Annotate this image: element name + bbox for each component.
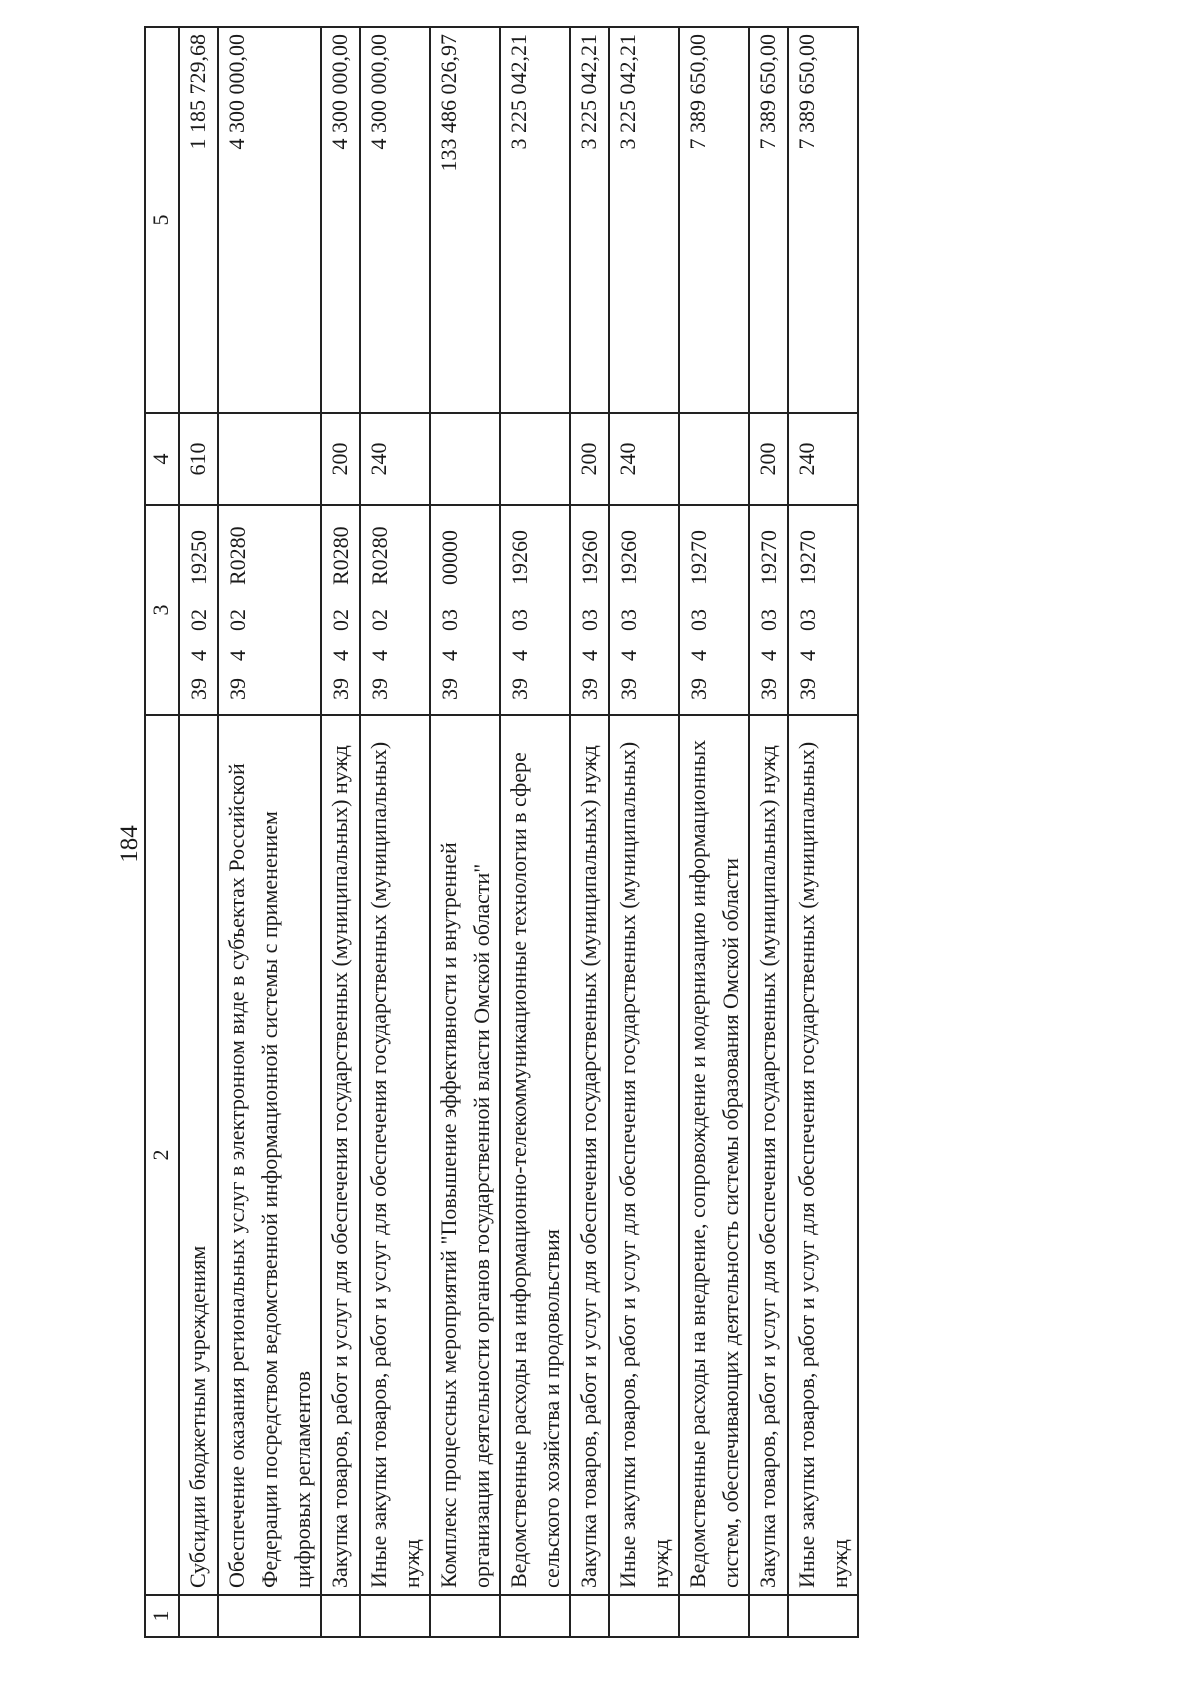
row-kvr: 240	[360, 413, 430, 505]
row-code-part-2	[218, 645, 321, 675]
row-code-part-3	[321, 599, 360, 645]
code-segment: 03	[616, 609, 641, 631]
row-code-part-2	[321, 645, 360, 675]
code-segment: 19270	[686, 530, 711, 585]
row-code-part-3	[500, 599, 570, 645]
code-segment: 39	[328, 678, 353, 700]
row-index-cell	[179, 1595, 218, 1637]
row-code-part-4	[570, 505, 609, 599]
table-row	[360, 27, 430, 1637]
row-code-part-3	[430, 599, 500, 645]
code-segment: 02	[186, 609, 211, 631]
row-code-part-2	[179, 645, 218, 675]
code-segment: 39	[795, 678, 820, 700]
code-segment: 4	[577, 650, 602, 661]
row-amount: 3 225 042,21	[500, 27, 570, 413]
row-name: Иные закупки товаров, работ и услуг для обеспечения государственных (муниципальных) нужд	[788, 715, 858, 1595]
row-kvr: 200	[570, 413, 609, 505]
code-segment: 39	[367, 678, 392, 700]
row-amount: 4 300 000,00	[218, 27, 321, 413]
code-segment: 02	[328, 609, 353, 631]
row-code-part-1	[218, 675, 321, 715]
code-segment: 19260	[507, 530, 532, 585]
code-segment: 4	[328, 650, 353, 661]
code-segment: 39	[437, 678, 462, 700]
table-row	[570, 27, 609, 1637]
row-index-cell	[788, 1595, 858, 1637]
table-row	[749, 27, 788, 1637]
code-segment: 39	[577, 678, 602, 700]
row-code-part-1	[321, 675, 360, 715]
row-name: Ведомственные расходы на информационно-телекоммуникационные технологии в сфере сельского хозяйства и продовольствия	[500, 715, 570, 1595]
table-row	[321, 27, 360, 1637]
code-segment: 39	[686, 678, 711, 700]
header-col-5: 5	[145, 27, 179, 413]
row-code-part-3	[609, 599, 679, 645]
row-kvr	[430, 413, 500, 505]
row-name: Обеспечение оказания региональных услуг в электронном виде в субъектах Российской Федерации посредством ведомственной информационной системы с применением цифровых регламентов	[218, 715, 321, 1595]
code-segment: 19260	[616, 530, 641, 585]
row-index-cell	[570, 1595, 609, 1637]
header-col-4: 4	[145, 413, 179, 505]
row-code-part-1	[500, 675, 570, 715]
code-segment: 00000	[437, 530, 462, 585]
code-segment: R0280	[225, 526, 250, 585]
row-code-part-3	[788, 599, 858, 645]
table-row	[609, 27, 679, 1637]
code-segment: 03	[437, 609, 462, 631]
code-segment: 4	[795, 650, 820, 661]
code-segment: R0280	[328, 526, 353, 585]
row-amount: 3 225 042,21	[609, 27, 679, 413]
row-amount: 3 225 042,21	[570, 27, 609, 413]
row-name: Закупка товаров, работ и услуг для обеспечения государственных (муниципальных) нужд	[570, 715, 609, 1595]
code-segment: 03	[507, 609, 532, 631]
code-segment: 4	[367, 650, 392, 661]
row-code-part-4	[679, 505, 749, 599]
row-code-part-1	[679, 675, 749, 715]
code-segment: 4	[437, 650, 462, 661]
row-code-part-2	[749, 645, 788, 675]
row-name: Закупка товаров, работ и услуг для обеспечения государственных (муниципальных) нужд	[321, 715, 360, 1595]
row-code-part-1	[360, 675, 430, 715]
row-name: Комплекс процессных мероприятий "Повышение эффективности и внутренней организации деятельности органов государственной власти Омской области"	[430, 715, 500, 1595]
row-name: Субсидии бюджетным учреждениям	[179, 715, 218, 1595]
row-code-part-4	[179, 505, 218, 599]
table-row	[500, 27, 570, 1637]
row-code-part-2	[679, 645, 749, 675]
header-col-3: 3	[145, 505, 179, 715]
row-code-part-1	[570, 675, 609, 715]
row-kvr: 240	[788, 413, 858, 505]
row-amount: 4 300 000,00	[321, 27, 360, 413]
row-kvr: 200	[749, 413, 788, 505]
row-code-part-3	[179, 599, 218, 645]
code-segment: 4	[756, 650, 781, 661]
row-code-part-2	[788, 645, 858, 675]
code-segment: 19260	[577, 530, 602, 585]
code-segment: 4	[616, 650, 641, 661]
header-col-1: 1	[145, 1595, 179, 1637]
row-kvr: 200	[321, 413, 360, 505]
page-number: 184	[116, 825, 143, 863]
row-index-cell	[609, 1595, 679, 1637]
row-amount: 7 389 650,00	[679, 27, 749, 413]
budget-table	[144, 26, 859, 1638]
row-code-part-4	[321, 505, 360, 599]
row-kvr	[679, 413, 749, 505]
row-name: Иные закупки товаров, работ и услуг для обеспечения государственных (муниципальных) нужд	[609, 715, 679, 1595]
row-code-part-1	[179, 675, 218, 715]
row-code-part-3	[749, 599, 788, 645]
row-code-part-3	[570, 599, 609, 645]
code-segment: 03	[795, 609, 820, 631]
code-segment: 02	[225, 609, 250, 631]
row-amount: 1 185 729,68	[179, 27, 218, 413]
row-index-cell	[360, 1595, 430, 1637]
code-segment: 19250	[186, 530, 211, 585]
code-segment: 03	[686, 609, 711, 631]
row-code-part-3	[679, 599, 749, 645]
table-row	[679, 27, 749, 1637]
code-segment: 39	[616, 678, 641, 700]
row-index-cell	[430, 1595, 500, 1637]
row-code-part-2	[570, 645, 609, 675]
row-kvr: 240	[609, 413, 679, 505]
row-index-cell	[500, 1595, 570, 1637]
row-index-cell	[218, 1595, 321, 1637]
row-code-part-1	[430, 675, 500, 715]
code-segment: 4	[686, 650, 711, 661]
table-row	[218, 27, 321, 1637]
row-name: Иные закупки товаров, работ и услуг для обеспечения государственных (муниципальных) нужд	[360, 715, 430, 1595]
row-kvr	[218, 413, 321, 505]
row-index-cell	[321, 1595, 360, 1637]
code-segment: 39	[756, 678, 781, 700]
code-segment: 4	[186, 650, 211, 661]
row-code-part-1	[609, 675, 679, 715]
code-segment: 4	[225, 650, 250, 661]
row-code-part-1	[788, 675, 858, 715]
rotated-sheet	[144, 28, 1082, 1638]
code-segment: 4	[507, 650, 532, 661]
row-code-part-4	[500, 505, 570, 599]
row-name: Ведомственные расходы на внедрение, сопровождение и модернизацию информационных систем, обеспечивающих деятельность системы образования Омской области	[679, 715, 749, 1595]
code-segment: 39	[225, 678, 250, 700]
table-row	[788, 27, 858, 1637]
code-segment: 39	[507, 678, 532, 700]
header-col-2: 2	[145, 715, 179, 1595]
code-segment: 03	[756, 609, 781, 631]
table-header-row	[145, 27, 179, 1637]
code-segment: 19270	[756, 530, 781, 585]
row-amount: 7 389 650,00	[749, 27, 788, 413]
row-code-part-2	[500, 645, 570, 675]
row-code-part-4	[360, 505, 430, 599]
row-code-part-2	[430, 645, 500, 675]
row-code-part-1	[749, 675, 788, 715]
row-code-part-4	[218, 505, 321, 599]
row-kvr: 610	[179, 413, 218, 505]
row-code-part-3	[360, 599, 430, 645]
row-amount: 7 389 650,00	[788, 27, 858, 413]
row-code-part-4	[430, 505, 500, 599]
row-code-part-2	[360, 645, 430, 675]
row-amount: 133 486 026,97	[430, 27, 500, 413]
row-kvr	[500, 413, 570, 505]
table-row	[179, 27, 218, 1637]
row-code-part-2	[609, 645, 679, 675]
code-segment: 19270	[795, 530, 820, 585]
table-row	[430, 27, 500, 1637]
row-index-cell	[679, 1595, 749, 1637]
row-amount: 4 300 000,00	[360, 27, 430, 413]
row-name: Закупка товаров, работ и услуг для обеспечения государственных (муниципальных) нужд	[749, 715, 788, 1595]
code-segment: 39	[186, 678, 211, 700]
row-code-part-3	[218, 599, 321, 645]
row-code-part-4	[749, 505, 788, 599]
row-code-part-4	[609, 505, 679, 599]
code-segment: 03	[577, 609, 602, 631]
row-code-part-4	[788, 505, 858, 599]
code-segment: R0280	[367, 526, 392, 585]
code-segment: 02	[367, 609, 392, 631]
row-index-cell	[749, 1595, 788, 1637]
